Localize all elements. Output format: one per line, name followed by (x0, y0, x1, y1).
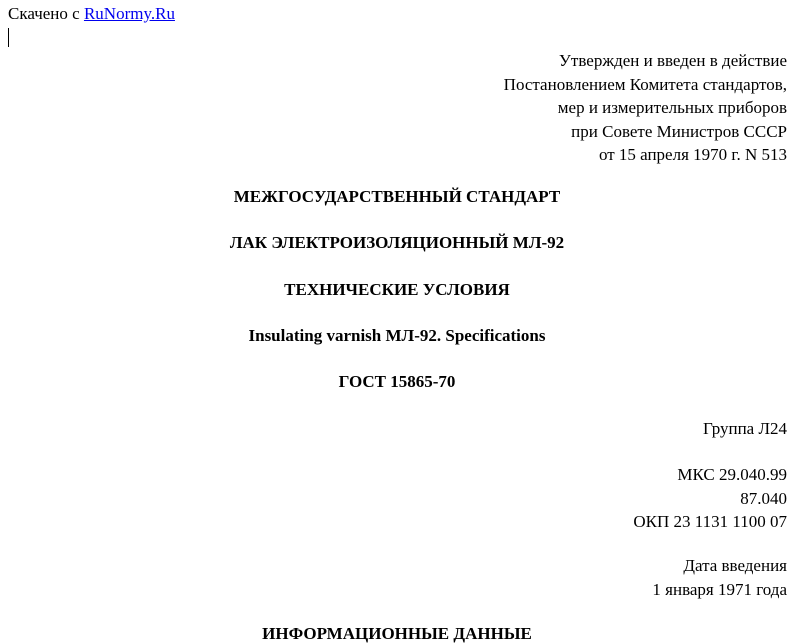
mks-code-2: 87.040 (740, 488, 787, 508)
source-line (8, 4, 175, 24)
doc-subtitle-heading: ТЕХНИЧЕСКИЕ УСЛОВИЯ (284, 280, 510, 299)
approval-line-5: от 15 апреля 1970 г. N 513 (598, 145, 787, 164)
section-title-heading: ИНФОРМАЦИОННЫЕ ДАННЫЕ (262, 624, 532, 643)
approval-block (504, 49, 787, 167)
text-cursor (8, 28, 9, 47)
group-block (703, 417, 787, 441)
source-prefix: Скачено с (8, 4, 84, 23)
product-title-heading: ЛАК ЭЛЕКТРОИЗОЛЯЦИОННЫЙ МЛ-92 (229, 233, 565, 252)
english-title-heading: Insulating varnish МЛ-92. Specifications (248, 326, 546, 345)
approval-line-2: Постановлением Комитета стандартов, (503, 74, 787, 94)
classification-block (633, 463, 787, 534)
approval-line-1: Утвержден и введен в действие (558, 51, 787, 70)
effective-date-value: 1 января 1971 года (652, 579, 787, 599)
standard-type-heading: МЕЖГОСУДАРСТВЕННЫЙ СТАНДАРТ (233, 187, 561, 206)
mks-code-1: МКС 29.040.99 (677, 465, 787, 484)
group-code: Группа Л24 (702, 419, 787, 438)
effective-date-label: Дата введения (683, 556, 787, 575)
approval-line-4: при Совете Министров СССР (571, 121, 787, 141)
source-link[interactable]: RuNormy.Ru (83, 4, 175, 23)
okp-code: ОКП 23 1131 1100 07 (633, 512, 787, 531)
gost-number-heading: ГОСТ 15865-70 (338, 372, 456, 391)
effective-date-block (652, 554, 787, 601)
approval-line-3: мер и измерительных приборов (557, 98, 787, 117)
